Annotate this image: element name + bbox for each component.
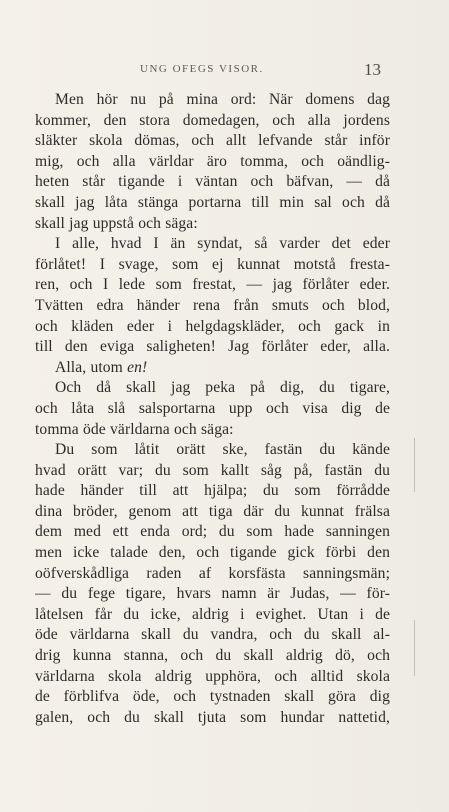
text-line: Alla, utom en!	[55, 358, 148, 376]
text-line: mig, och alla världar äro tomma, och oändlig-	[35, 152, 390, 170]
running-title: UNG OFEGS VISOR.	[140, 63, 264, 75]
text-line: hvad orätt var; du som kallt såg på, fastän du	[35, 461, 390, 479]
text-line: dina bröder, genom att tiga där du kunnat frälsa	[35, 502, 390, 520]
text-line: kommer, den stora domedagen, och alla jordens	[35, 111, 390, 129]
text-line: I alle, hvad I än syndat, så varder det eder	[55, 235, 390, 253]
text-line: öde världarna skall du vandra, och du skall al-	[35, 626, 390, 644]
text-line: och låta slå salsportarna upp och visa dig de	[35, 399, 390, 417]
text-line: förlåtet! I svage, som ej kunnat motstå fresta-	[35, 255, 390, 273]
text-line: drig kunna stanna, och du skall aldrig dö, och	[35, 647, 390, 665]
text-line: Och då skall jag peka på dig, du tigare,	[55, 379, 390, 397]
text-line: galen, och du skall tjuta som hundar nattetid,	[35, 708, 390, 726]
text-line: de förblifva öde, och tystnaden skall göra dig	[35, 688, 390, 706]
italic-word: en!	[127, 358, 148, 376]
text-line: till den eviga saligheten! Jag förlåter eder, alla.	[35, 338, 390, 356]
margin-pencil-mark	[414, 620, 415, 676]
text-line: Du som låtit orätt ske, fastän du kände	[55, 441, 390, 459]
page-number: 13	[364, 60, 381, 79]
running-head	[0, 60, 449, 80]
text-line: hade händer till att hjälpa; du som förrådde	[35, 482, 390, 500]
text-line: heten står tigande i väntan och bäfvan, — då	[35, 173, 390, 191]
text-line: Tvätten edra händer rena från smuts och blod,	[35, 296, 390, 314]
text-line: skall jag uppstå och säga:	[35, 214, 198, 232]
text-line: — du fege tigare, hvars namn är Judas, — för-	[35, 585, 390, 603]
text-line: ren, och I lede som frestat, — jag förlåter eder.	[35, 276, 390, 294]
text-line: och kläden eder i helgdagskläder, och gack in	[35, 317, 390, 335]
text-line: dem med ett enda ord; du som hade sanningen	[35, 523, 390, 541]
text-line: tomma öde världarna och säga:	[35, 420, 234, 438]
text-line: släkter skola dömas, och allt lefvande står inför	[35, 132, 390, 150]
text-line: oöfverskådliga raden af korsfästa sanningsmän;	[35, 564, 390, 582]
text-line: men icke talade den, och tigande gick förbi den	[35, 544, 390, 562]
text-line: skall jag låta stänga portarna till min sal och då	[35, 193, 390, 211]
margin-pencil-mark	[414, 438, 415, 492]
text-line: världarna skola aldrig upphöra, och alltid skola	[35, 667, 390, 685]
text-line: låtelsen får du icke, aldrig i evighet. Utan i de	[35, 605, 390, 623]
text-line: Men hör nu på mina ord: När domens dag	[55, 91, 390, 108]
body-text	[35, 90, 390, 728]
